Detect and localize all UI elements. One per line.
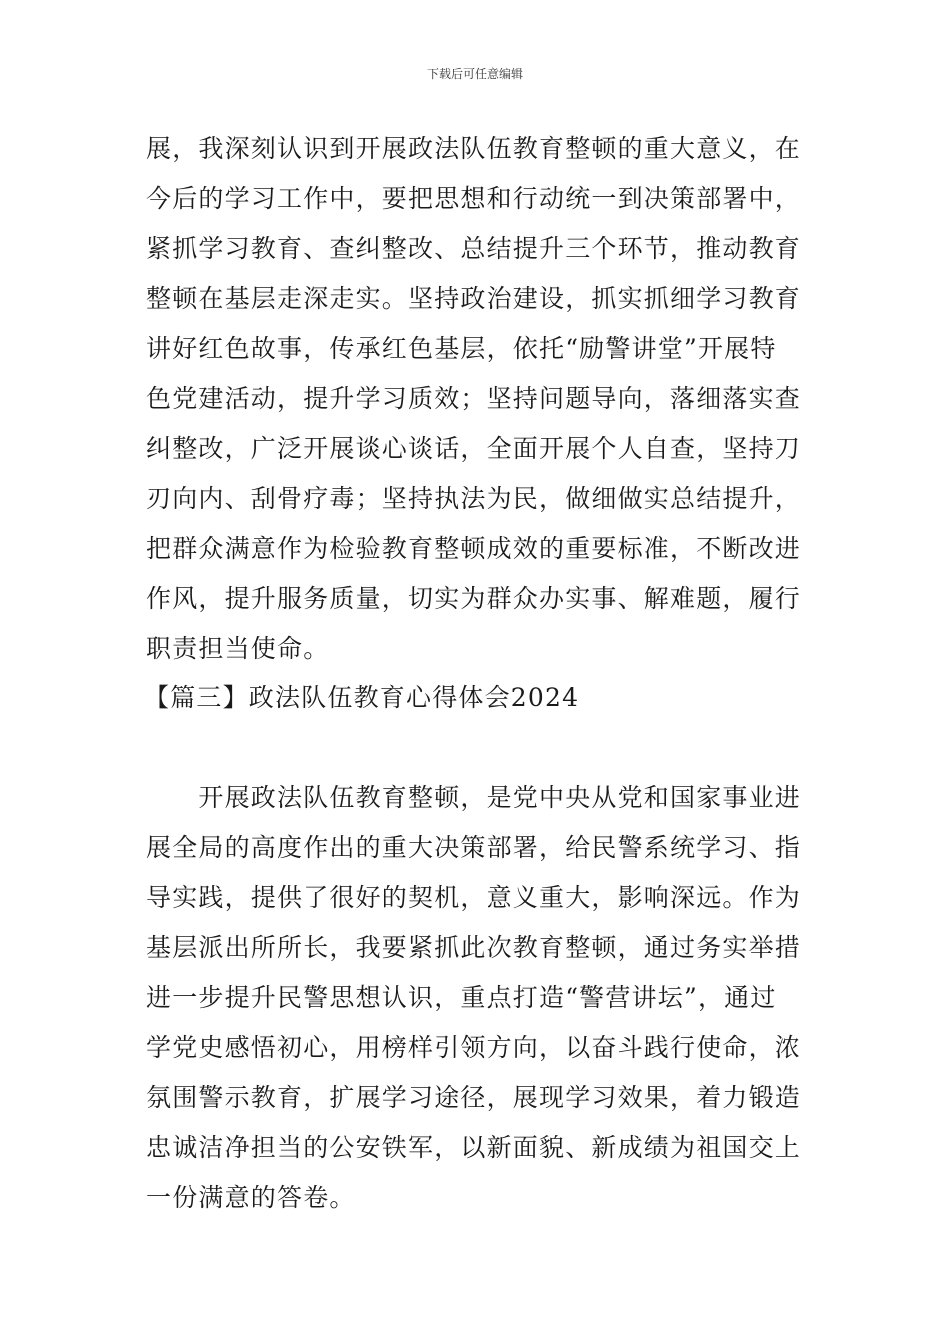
text-line: 展，我深刻认识到开展政法队伍教育整顿的重大意义，在 <box>146 134 802 163</box>
text-line: 开展政法队伍教育整顿，是党中央从党和国家事业进 <box>146 783 802 812</box>
text-line: 展全局的高度作出的重大决策部署，给民警系统学习、指 <box>146 833 802 862</box>
text-line: 讲好红色故事，传承红色基层，依托“励警讲堂”开展特 <box>146 334 777 363</box>
text-line: 导实践，提供了很好的契机，意义重大，影响深远。作为 <box>146 883 802 912</box>
text-line: 忠诚洁净担当的公安铁军，以新面貌、新成绩为祖国交上 <box>146 1133 802 1162</box>
text-line: 作风，提升服务质量，切实为群众办实事、解难题，履行 <box>146 584 802 613</box>
text-line: 基层派出所所长，我要紧抓此次教育整顿，通过务实举措 <box>146 933 802 962</box>
text-line: 刃向内、刮骨疗毒；坚持执法为民，做细做实总结提升， <box>146 484 802 513</box>
text-line: 职责担当使命。 <box>146 634 330 663</box>
text-line: 纠整改，广泛开展谈心谈话，全面开展个人自查，坚持刀 <box>146 434 802 463</box>
text-line: 把群众满意作为检验教育整顿成效的重要标准，不断改进 <box>146 534 802 563</box>
text-line: 氛围警示教育，扩展学习途径，展现学习效果，着力锻造 <box>146 1083 802 1112</box>
text-line: 整顿在基层走深走实。坚持政治建设，抓实抓细学习教育 <box>146 284 802 313</box>
text-line: 紧抓学习教育、查纠整改、总结提升三个环节，推动教育 <box>146 234 802 263</box>
page-header: 下载后可任意编辑 <box>426 67 523 81</box>
text-line: 一份满意的答卷。 <box>146 1183 356 1212</box>
text-line: 色党建活动，提升学习质效；坚持问题导向，落细落实查 <box>146 384 802 413</box>
section-heading: 【篇三】政法队伍教育心得体会2024 <box>144 683 580 712</box>
text-line: 学党史感悟初心，用榜样引领方向，以奋斗践行使命，浓 <box>146 1033 802 1062</box>
text-line: 进一步提升民警思想认识，重点打造“警营讲坛”，通过 <box>146 983 777 1012</box>
text-line: 今后的学习工作中，要把思想和行动统一到决策部署中， <box>146 184 802 213</box>
